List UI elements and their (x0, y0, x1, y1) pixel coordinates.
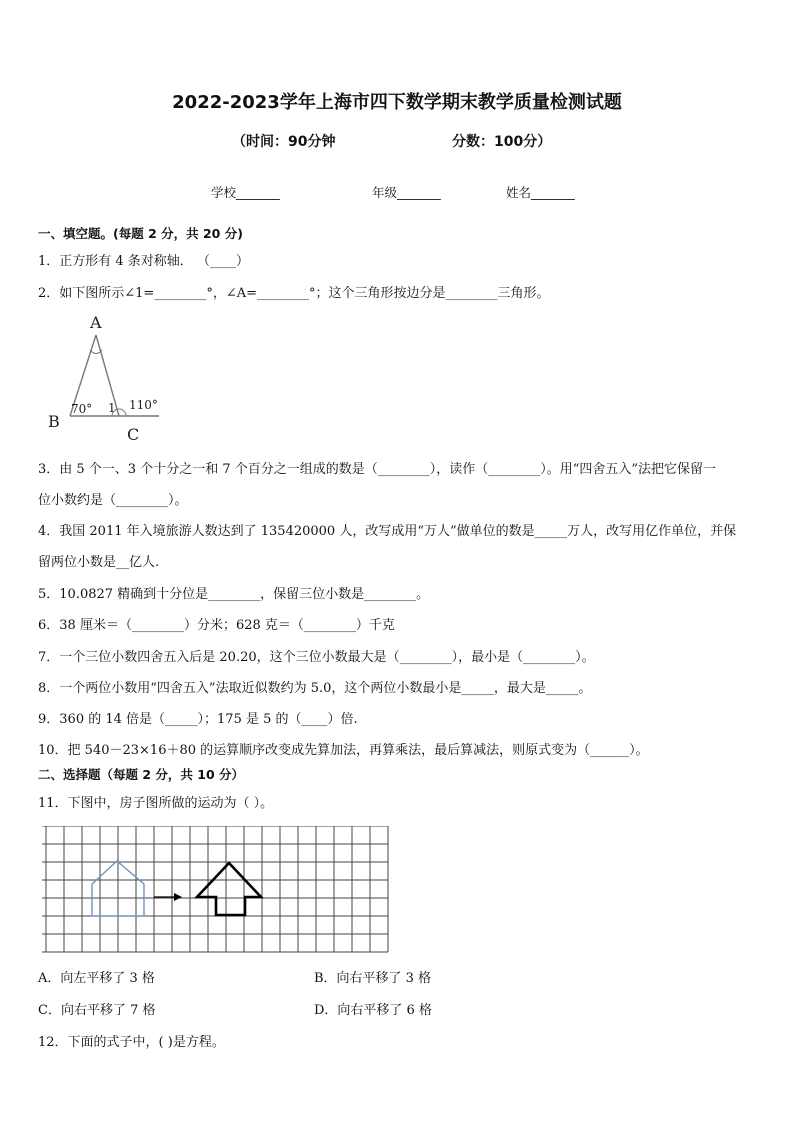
question-10: 10．把 540－23×16＋80 的运算顺序改变成先算加法，再算乘法，最后算减法，则原式变为（______）。 (38, 743, 649, 758)
section-heading-choice: 二、选择题（每题 2 分，共 10 分） (38, 767, 245, 782)
option-b: B．向右平移了 3 格 (314, 971, 432, 986)
question-4-cont: 留两位小数是__亿人. (38, 555, 160, 570)
question-5: 5．10.0827 精确到十分位是________，保留三位小数是________。 (38, 587, 430, 602)
option-c: C．向右平移了 7 格 (38, 1003, 156, 1018)
question-12: 12．下面的式子中，( )是方程。 (38, 1035, 225, 1050)
exam-score: 分数：100分） (452, 134, 552, 150)
question-1: 1．正方形有 4 条对称轴． （____） (38, 254, 249, 269)
question-3: 3．由 5 个一、3 个十分之一和 7 个百分之一组成的数是（________），读作（________）。用“四舍五入”法把它保留一 (38, 462, 717, 477)
question-3-cont: 位小数约是（________）。 (38, 493, 188, 508)
angle-b-value: 70° (71, 402, 93, 416)
question-8: 8．一个两位小数用“四舍五入”法取近似数约为 5.0，这个两位小数最小是_____，最大是_____。 (38, 681, 592, 696)
question-7: 7．一个三位小数四舍五入后是 20.20，这个三位小数最大是（________），最小是（________）。 (38, 650, 595, 665)
grid-lines (42, 826, 388, 952)
label-b: B (48, 412, 60, 431)
arrow-head (174, 893, 182, 901)
question-9: 9．360 的 14 倍是（_____）；175 是 5 的（____）倍. (38, 712, 358, 727)
triangle-figure (44, 310, 174, 445)
label-c: C (127, 425, 140, 444)
option-a: A．向左平移了 3 格 (38, 971, 155, 986)
name-field: 姓名_______ (506, 185, 575, 200)
exam-time: （时间：90分钟 (232, 134, 336, 150)
label-a: A (90, 313, 102, 332)
question-2: 2．如下图所示∠1=________°，∠A=________°；这个三角形按边分是________三角形。 (38, 286, 550, 301)
exterior-angle-value: 110° (129, 398, 158, 412)
section-heading-fill-in: 一、填空题。(每题 2 分，共 20 分) (38, 226, 243, 241)
moved-house-shape (197, 863, 261, 915)
question-4: 4．我国 2011 年入境旅游人数达到了 135420000 人，改写成用“万人”做单位的数是_____万人，改写用亿作单位，并保 (38, 524, 737, 539)
question-6: 6．38 厘米＝（________）分米；628 克＝（________）千克 (38, 618, 395, 633)
question-11: 11．下图中，房子图所做的运动为（ ）。 (38, 796, 274, 811)
page-title: 2022-2023学年上海市四下数学期末教学质量检测试题 (172, 92, 622, 113)
translation-grid-figure (40, 826, 400, 954)
option-d: D．向右平移了 6 格 (314, 1003, 432, 1018)
school-field: 学校_______ (211, 185, 280, 200)
grade-field: 年级_______ (372, 185, 441, 200)
angle-1-label: 1 (108, 401, 116, 415)
